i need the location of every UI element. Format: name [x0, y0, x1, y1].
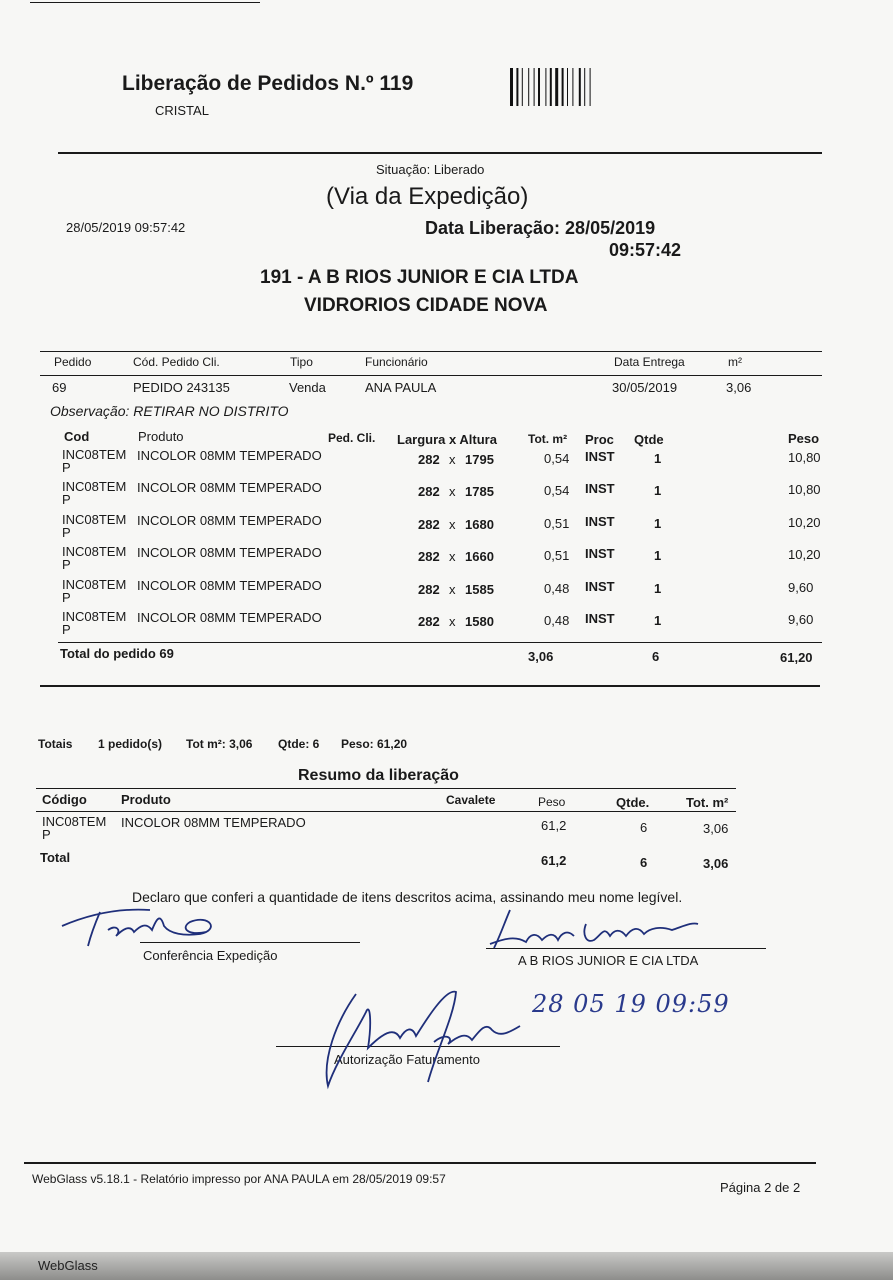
item-qtde: 1 — [654, 483, 662, 498]
item-tot: 0,48 — [544, 581, 570, 596]
item-peso: 10,20 — [788, 547, 821, 562]
item-x: x — [449, 614, 456, 629]
summary-top-line — [36, 788, 736, 789]
signature-label-left: Conferência Expedição — [143, 948, 278, 963]
items-col-dimensions: Largura x Altura — [397, 432, 497, 447]
release-time: 09:57:42 — [609, 240, 682, 260]
item-code-line2: P — [62, 525, 71, 540]
item-proc: INST — [585, 449, 615, 464]
col-m2: m² — [728, 355, 742, 369]
item-proc: INST — [585, 481, 615, 496]
item-x: x — [449, 549, 456, 564]
item-largura: 282 — [418, 582, 440, 597]
item-proc: INST — [585, 514, 615, 529]
item-code-line1: INC08TEM — [62, 577, 127, 592]
item-largura: 282 — [418, 484, 440, 499]
item-code — [62, 513, 126, 539]
item-qtde: 1 — [654, 516, 662, 531]
totals-label: Totais — [38, 737, 73, 751]
summary-col-cavalete: Cavalete — [446, 793, 496, 807]
item-code-line1: INC08TEM — [62, 609, 127, 624]
col-cod-pedido-cli: Cód. Pedido Cli. — [133, 355, 220, 369]
summary-total-tot: 3,06 — [703, 856, 729, 871]
summary-row-qtde: 6 — [640, 820, 648, 835]
order-number: 69 — [52, 380, 67, 395]
signature-conference-icon — [60, 900, 240, 950]
order-header-line — [40, 375, 822, 376]
col-pedido: Pedido — [54, 355, 92, 369]
totals-pedidos: 1 pedido(s) — [98, 737, 163, 751]
item-code-line2: P — [62, 492, 71, 507]
item-largura: 282 — [418, 517, 440, 532]
order-total-label: Total do pedido 69 — [60, 646, 174, 661]
item-qtde: 1 — [654, 613, 662, 628]
item-qtde: 1 — [654, 548, 662, 563]
item-x: x — [449, 582, 456, 597]
release-date: Data Liberação: 28/05/2019 — [425, 218, 656, 238]
signature-client-icon — [486, 906, 706, 954]
summary-title: Resumo da liberação — [298, 767, 459, 784]
print-datetime: 28/05/2019 09:57:42 — [66, 220, 186, 235]
item-largura: 282 — [418, 549, 440, 564]
items-bottom-line — [40, 685, 820, 687]
barcode-icon — [510, 68, 628, 106]
situation-label: Situação: Liberado — [376, 162, 485, 177]
item-altura: 1580 — [465, 614, 494, 629]
item-produto: INCOLOR 08MM TEMPERADO — [137, 545, 322, 560]
summary-col-qtde: Qtde. — [616, 795, 650, 810]
item-produto: INCOLOR 08MM TEMPERADO — [137, 480, 322, 495]
summary-row-product: INCOLOR 08MM TEMPERADO — [121, 815, 306, 830]
col-data-entrega: Data Entrega — [614, 355, 685, 369]
item-x: x — [449, 517, 456, 532]
items-col-proc: Proc — [585, 432, 614, 447]
copy-label: (Via da Expedição) — [326, 183, 529, 210]
order-client-code: PEDIDO 243135 — [133, 380, 230, 395]
item-peso: 10,20 — [788, 515, 821, 530]
col-funcionario: Funcionário — [365, 355, 428, 369]
item-produto: INCOLOR 08MM TEMPERADO — [137, 578, 322, 593]
item-code-line1: INC08TEM — [62, 512, 127, 527]
summary-row-code — [42, 815, 106, 841]
item-tot: 0,54 — [544, 451, 570, 466]
item-code — [62, 545, 126, 571]
order-total-m2: 3,06 — [528, 649, 554, 664]
summary-col-peso: Peso — [538, 795, 566, 809]
declaration-text: Declaro que conferi a quantidade de itens descritos acima, assinando meu nome legível. — [132, 889, 683, 905]
item-proc: INST — [585, 611, 615, 626]
footer-line — [24, 1162, 816, 1164]
summary-col-produto: Produto — [121, 792, 171, 807]
signature-label-right: A B RIOS JUNIOR E CIA LTDA — [518, 953, 699, 968]
handwritten-date: 28 05 19 09:59 — [532, 990, 730, 1018]
company-short-name: CRISTAL — [155, 103, 209, 118]
summary-col-codigo: Código — [42, 792, 87, 807]
summary-total-label: Total — [40, 850, 71, 865]
summary-row-tot: 3,06 — [703, 821, 729, 836]
item-altura: 1795 — [465, 452, 494, 467]
totals-m2: Tot m²: 3,06 — [186, 737, 253, 751]
item-code-line2: P — [62, 590, 71, 605]
item-code — [62, 480, 126, 506]
client-name: 191 - A B RIOS JUNIOR E CIA LTDA — [260, 267, 579, 288]
item-peso: 9,60 — [788, 580, 814, 595]
item-tot: 0,54 — [544, 483, 570, 498]
item-code-line1: INC08TEM — [62, 479, 127, 494]
signature-label-auth: Autorização Faturamento — [334, 1052, 480, 1067]
item-qtde: 1 — [654, 581, 662, 596]
page-title: Liberação de Pedidos N.º 119 — [122, 72, 414, 95]
summary-header-line — [36, 811, 736, 812]
top-edge-line — [30, 2, 260, 3]
item-largura: 282 — [418, 452, 440, 467]
item-x: x — [449, 452, 456, 467]
col-tipo: Tipo — [290, 355, 313, 369]
order-type: Venda — [289, 380, 326, 395]
item-code — [62, 610, 126, 636]
summary-total-qtde: 6 — [640, 855, 648, 870]
item-code-line1: INC08TEM — [62, 447, 127, 462]
item-proc: INST — [585, 546, 615, 561]
items-col-cod: Cod — [64, 429, 90, 444]
items-col-tot-m2: Tot. m² — [528, 432, 568, 446]
items-col-peso: Peso — [788, 431, 820, 446]
items-col-ped-cli: Ped. Cli. — [328, 431, 376, 445]
summary-row-code-line2: P — [42, 827, 51, 842]
item-altura: 1680 — [465, 517, 494, 532]
totals-peso: Peso: 61,20 — [341, 737, 408, 751]
order-header-top-line — [40, 351, 822, 352]
order-total-qtde: 6 — [652, 649, 660, 664]
item-proc: INST — [585, 579, 615, 594]
item-peso: 10,80 — [788, 482, 821, 497]
order-delivery-date: 30/05/2019 — [612, 380, 678, 395]
item-code — [62, 448, 126, 474]
items-col-qtde: Qtde — [634, 432, 664, 447]
item-code-line2: P — [62, 460, 71, 475]
item-produto: INCOLOR 08MM TEMPERADO — [137, 448, 322, 463]
item-qtde: 1 — [654, 451, 662, 466]
signature-authorization-icon — [316, 982, 526, 1092]
items-col-produto: Produto — [138, 429, 184, 444]
item-code-line1: INC08TEM — [62, 544, 127, 559]
item-code — [62, 578, 126, 604]
summary-col-tot-m2: Tot. m² — [686, 795, 729, 810]
order-observation: Observação: RETIRAR NO DISTRITO — [50, 403, 289, 419]
summary-total-peso: 61,2 — [541, 853, 567, 868]
order-employee: ANA PAULA — [365, 380, 437, 395]
item-largura: 282 — [418, 614, 440, 629]
items-total-line — [58, 642, 822, 643]
summary-row-code-line1: INC08TEM — [42, 814, 107, 829]
item-produto: INCOLOR 08MM TEMPERADO — [137, 513, 322, 528]
item-altura: 1585 — [465, 582, 494, 597]
bottom-strip — [0, 1252, 893, 1280]
totals-qtde: Qtde: 6 — [278, 737, 320, 751]
order-m2: 3,06 — [726, 380, 752, 395]
bottom-label: WebGlass — [38, 1258, 98, 1273]
item-tot: 0,51 — [544, 516, 570, 531]
item-code-line2: P — [62, 622, 71, 637]
header-divider — [58, 152, 822, 154]
page-number: Página 2 de 2 — [720, 1180, 801, 1195]
item-altura: 1785 — [465, 484, 494, 499]
item-tot: 0,51 — [544, 548, 570, 563]
item-peso: 10,80 — [788, 450, 821, 465]
report-info: WebGlass v5.18.1 - Relatório impresso por ANA PAULA em 28/05/2019 09:57 — [32, 1172, 446, 1186]
client-trade-name: VIDRORIOS CIDADE NOVA — [304, 295, 548, 316]
item-code-line2: P — [62, 557, 71, 572]
item-peso: 9,60 — [788, 612, 814, 627]
item-x: x — [449, 484, 456, 499]
order-total-peso: 61,20 — [780, 650, 813, 665]
item-tot: 0,48 — [544, 613, 570, 628]
item-altura: 1660 — [465, 549, 494, 564]
summary-row-peso: 61,2 — [541, 818, 567, 833]
item-produto: INCOLOR 08MM TEMPERADO — [137, 610, 322, 625]
